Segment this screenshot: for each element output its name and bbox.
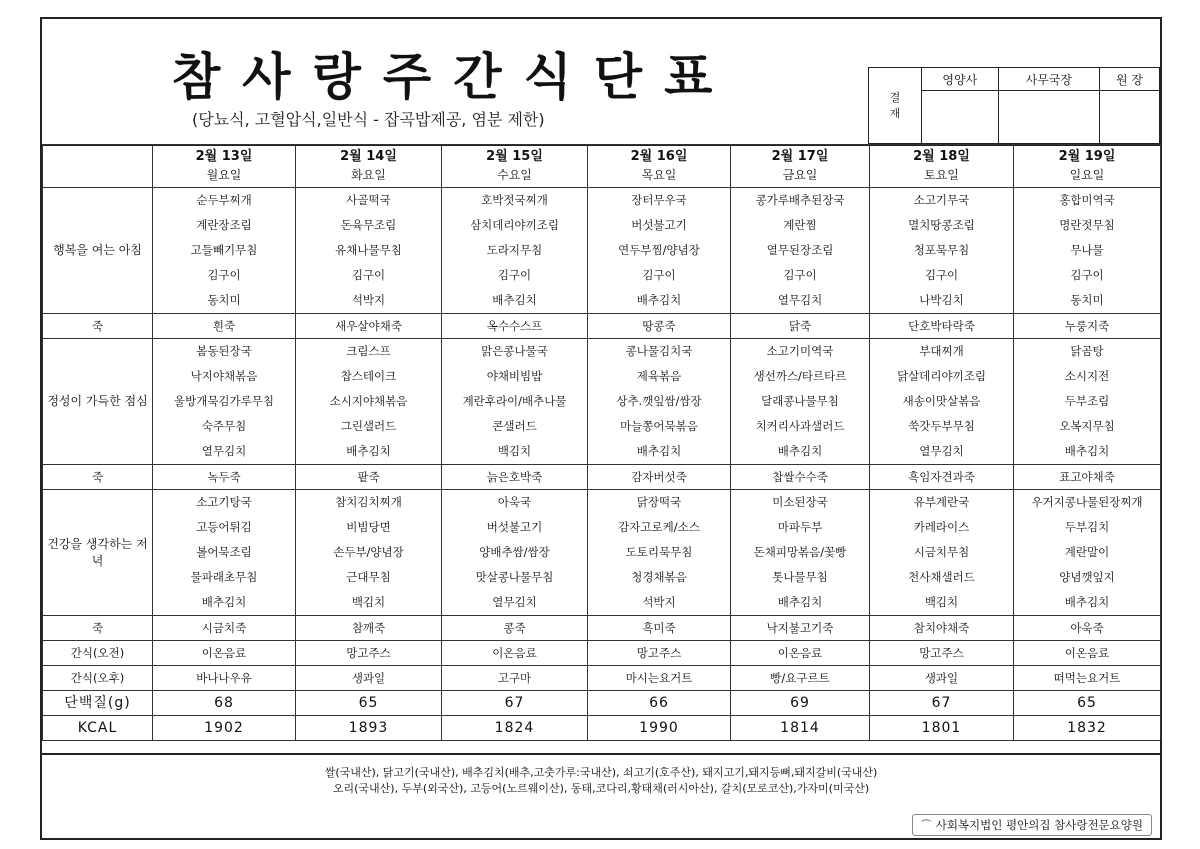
porridge-item: 찹쌀수수죽 [731,465,870,490]
snack-item: 떠먹는요거트 [1014,666,1161,691]
kcal-label: KCAL [43,716,153,741]
menu-item: 김구이 [642,268,676,282]
porridge-item: 닭죽 [731,314,870,339]
menu-item: 버섯불고기 [631,218,687,232]
day-header [731,145,870,188]
dinner-cell [153,490,296,616]
snack-am-row [43,641,1161,666]
menu-item: 양념깻잎지 [1059,570,1115,584]
menu-item: 시금치무침 [913,545,970,559]
snack-pm-row [43,666,1161,691]
menu-item: 생선까스/타르타르 [753,369,847,383]
menu-item: 버섯불고기 [486,520,543,534]
menu-item: 김구이 [1070,268,1104,282]
kcal-value: 1801 [870,716,1014,741]
organization-label [912,814,1152,836]
lunch-cell [588,339,731,465]
menu-item: 배추김치 [346,444,391,458]
porridge-item: 흑임자견과죽 [870,465,1014,490]
lunch-cell [1014,339,1161,465]
porridge-item: 팥죽 [296,465,442,490]
snack-item: 망고주스 [588,641,731,666]
menu-item: 멸치땅콩조림 [908,218,975,232]
porridge-item: 참치야채죽 [870,616,1014,641]
menu-item: 오복지무침 [1059,419,1115,433]
menu-item: 무나물 [1070,243,1104,257]
menu-item: 닭곰탕 [1070,344,1104,358]
snack-item: 망고주스 [296,641,442,666]
menu-item: 콩나물김치국 [625,344,693,358]
menu-item: 소고기미역국 [766,344,834,358]
snack-item: 이온음료 [1014,641,1161,666]
lunch-cell [296,339,442,465]
approval-label-2: 재 [889,106,901,120]
dinner-cell [870,490,1014,616]
breakfast-cell [1014,188,1161,314]
menu-item: 소고기무국 [913,193,970,207]
menu-item: 돈채피망볶음/꽃빵 [753,545,847,559]
day-weekday: 화요일 [351,168,386,182]
menu-item: 배추김치 [1064,595,1110,609]
origin-line-2: 오리(국내산), 두부(외국산), 고등어(노르웨이산), 동태,코다리,황태채(러시아산), 갈치(모로코산),가자미(미국산) [332,782,870,795]
sheet-footer [42,753,1160,842]
snack-item: 마시는요거트 [588,666,731,691]
day-header [153,145,296,188]
breakfast-row [43,188,1161,314]
kcal-value: 1893 [296,716,442,741]
protein-value: 69 [731,691,870,716]
menu-item: 계란찜 [783,218,817,232]
day-weekday: 수요일 [497,168,532,182]
menu-item: 동치미 [207,293,241,307]
approval-role-director: 원 장 [1100,68,1160,91]
approval-label [869,68,922,144]
menu-item: 맛살콩나물무침 [475,570,554,584]
porridge-item: 콩죽 [442,616,588,641]
porridge-item: 누룽지죽 [1014,314,1161,339]
breakfast-cell [731,188,870,314]
approval-box [868,67,1160,144]
menu-item: 닭살데리야끼조림 [897,369,986,383]
snack-am-label: 간식(오전) [43,641,153,666]
approval-label-1: 결 [889,90,901,104]
menu-item: 울방개묵김가루무침 [174,394,274,408]
dinner-row [43,490,1161,616]
snack-item: 이온음료 [153,641,296,666]
menu-item: 쑥갓두부무침 [908,419,975,433]
menu-item: 나박김치 [919,293,964,307]
kcal-value: 1824 [442,716,588,741]
date-header-row [43,145,1161,188]
day-header [296,145,442,188]
menu-item: 아욱국 [497,495,532,509]
dinner-cell [731,490,870,616]
menu-item: 청포묵무침 [913,243,970,257]
page-title: 참사랑주간식단표 [172,48,735,106]
menu-item: 호박젓국찌개 [481,193,548,207]
menu-item: 소시지야채볶음 [329,394,408,408]
menu-item: 순두부찌개 [196,193,252,207]
dinner-cell [1014,490,1161,616]
snack-item: 생과일 [870,666,1014,691]
lunch-cell [153,339,296,465]
dinner-porridge-label: 죽 [43,616,153,641]
menu-item: 참치김치찌개 [335,495,402,509]
menu-item: 근대무침 [346,570,391,584]
day-date: 2월 13일 [195,149,253,164]
menu-item: 제육볶음 [636,369,682,383]
day-weekday: 목요일 [641,168,677,182]
menu-item: 콘샐러드 [492,419,537,433]
day-date: 2월 19일 [1058,149,1116,164]
menu-item: 백김치 [497,444,532,458]
menu-item: 백김치 [924,595,959,609]
menu-item: 배추김치 [777,595,823,609]
day-weekday: 월요일 [206,168,242,182]
menu-item: 배추김치 [492,293,537,307]
breakfast-porridge-row [43,314,1161,339]
approval-sign-secretary[interactable] [998,91,1099,144]
menu-item: 치커리사과샐러드 [755,419,845,433]
menu-item: 배추김치 [777,444,823,458]
menu-item: 유채나물무침 [335,243,402,257]
lunch-porridge-label: 죽 [43,465,153,490]
lunch-cell [870,339,1014,465]
porridge-item: 참깨죽 [296,616,442,641]
lunch-porridge-row [43,465,1161,490]
porridge-item: 흑미죽 [588,616,731,641]
menu-item: 열무된장조림 [766,243,834,257]
approval-sign-director[interactable] [1100,91,1160,144]
porridge-item: 흰죽 [153,314,296,339]
menu-item: 동치미 [1070,293,1104,307]
dinner-cell [588,490,731,616]
day-header [870,145,1014,188]
porridge-item: 새우살야채죽 [296,314,442,339]
porridge-item: 땅콩죽 [588,314,731,339]
date-header-corner [43,145,153,188]
menu-item: 찹스테이크 [340,369,397,383]
day-date: 2월 15일 [486,149,543,164]
menu-item: 크림스프 [346,344,391,358]
menu-item: 연두부찜/양념장 [618,243,700,257]
porridge-item: 늙은호박죽 [442,465,588,490]
menu-item: 볼어묵조림 [196,545,252,559]
protein-value: 68 [153,691,296,716]
menu-item: 천사채샐러드 [908,570,975,584]
menu-item: 우거지콩나물된장찌개 [1031,495,1143,509]
origin-info [42,765,1160,797]
menu-item: 김구이 [351,268,386,282]
snack-item: 고구마 [442,666,588,691]
lunch-label: 정성이 가득한 점심 [43,339,153,465]
menu-table [42,144,1161,741]
lunch-row [43,339,1161,465]
menu-item: 마늘쫑어묵볶음 [620,419,698,433]
origin-line-1: 쌀(국내산), 닭고기(국내산), 배추김치(배추,고춧가루:국내산), 쇠고기(호주산), 돼지고기,돼지등뼈,돼지갈비(국내산) [324,766,878,779]
menu-item: 달래콩나물무침 [761,394,839,408]
menu-item: 두부김치 [1064,520,1110,534]
menu-item: 유부계란국 [913,495,970,509]
snack-item: 바나나우유 [153,666,296,691]
menu-item: 열무김치 [777,293,823,307]
menu-item: 소시지전 [1064,369,1110,383]
protein-label: 단백질(g) [43,691,153,716]
dinner-porridge-row [43,616,1161,641]
page-subtitle: (당뇨식, 고혈압식,일반식 - 잡곡밥제공, 염분 제한) [192,110,545,129]
menu-item: 미소된장국 [772,495,828,509]
day-weekday: 금요일 [782,168,818,182]
menu-item: 계란장조림 [196,218,252,232]
menu-item: 새송이맛살볶음 [902,394,981,408]
approval-role-nutritionist: 영양사 [922,68,999,91]
approval-sign-nutritionist[interactable] [922,91,999,144]
menu-item: 배추김치 [636,293,682,307]
menu-item: 배추김치 [201,595,247,609]
menu-item: 청경채볶음 [631,570,687,584]
menu-item: 열무김치 [492,595,537,609]
menu-item: 손두부/양념장 [333,545,404,559]
menu-item: 야채비빔밥 [486,369,543,383]
protein-value: 66 [588,691,731,716]
menu-item: 콩가루배추된장국 [755,193,845,207]
porridge-item: 옥수수스프 [442,314,588,339]
menu-item: 부대찌개 [919,344,964,358]
day-header [442,145,588,188]
menu-item: 계란후라이/배추나물 [462,394,567,408]
breakfast-label: 행복을 여는 아침 [43,188,153,314]
breakfast-cell [442,188,588,314]
menu-item: 양배추쌈/쌈장 [479,545,550,559]
menu-item: 김구이 [207,268,241,282]
menu-item: 낙지야채볶음 [190,369,258,383]
menu-item: 도라지무침 [486,243,543,257]
day-header [1014,145,1161,188]
dinner-cell [296,490,442,616]
dinner-cell [442,490,588,616]
approval-role-secretary: 사무국장 [998,68,1099,91]
porridge-item: 표고야채죽 [1014,465,1161,490]
sheet-header [42,19,1160,146]
day-date: 2월 14일 [340,149,397,164]
menu-item: 장터무우국 [631,193,687,207]
menu-item: 소고기탕국 [196,495,252,509]
menu-item: 물파래초무침 [190,570,258,584]
day-date: 2월 17일 [771,149,829,164]
menu-item: 열무김치 [919,444,964,458]
protein-value: 67 [870,691,1014,716]
menu-item: 도토리묵무침 [625,545,693,559]
menu-item: 고들빼기무침 [190,243,258,257]
day-weekday: 토요일 [924,168,959,182]
snack-item: 망고주스 [870,641,1014,666]
breakfast-cell [870,188,1014,314]
organization-logo-icon: ⌒ [920,819,932,832]
menu-item: 두부조림 [1064,394,1110,408]
menu-item: 열무김치 [201,444,247,458]
kcal-value: 1902 [153,716,296,741]
snack-item: 이온음료 [731,641,870,666]
day-header [588,145,731,188]
snack-item: 이온음료 [442,641,588,666]
menu-item: 돈육무조림 [340,218,397,232]
day-date: 2월 16일 [630,149,688,164]
organization-name: 사회복지법인 평안의집 참사랑전문요양원 [935,818,1143,832]
menu-item: 김구이 [924,268,959,282]
kcal-row [43,716,1161,741]
menu-sheet [40,17,1162,840]
menu-item: 숙주무침 [201,419,247,433]
menu-item: 봄동된장국 [196,344,252,358]
protein-value: 67 [442,691,588,716]
menu-item: 석박지 [351,293,386,307]
menu-item: 배추김치 [636,444,682,458]
porridge-item: 아욱죽 [1014,616,1161,641]
breakfast-cell [296,188,442,314]
protein-value: 65 [296,691,442,716]
protein-row [43,691,1161,716]
day-date: 2월 18일 [913,149,970,164]
menu-item: 닭장떡국 [636,495,682,509]
menu-item: 사골떡국 [346,193,391,207]
kcal-value: 1814 [731,716,870,741]
menu-item: 톳나물무침 [772,570,828,584]
snack-item: 빵/요구르트 [731,666,870,691]
menu-item: 상추.깻잎쌈/쌈장 [616,394,702,408]
menu-item: 카레라이스 [913,520,970,534]
menu-item: 삼치데리야끼조림 [470,218,559,232]
porridge-item: 감자버섯죽 [588,465,731,490]
porridge-item: 시금치죽 [153,616,296,641]
menu-item: 배추김치 [1064,444,1110,458]
menu-item: 맑은콩나물국 [481,344,548,358]
breakfast-cell [153,188,296,314]
menu-item: 감자고로케/소스 [618,520,700,534]
menu-item: 그린샐러드 [340,419,397,433]
breakfast-porridge-label: 죽 [43,314,153,339]
menu-item: 김구이 [497,268,532,282]
lunch-cell [442,339,588,465]
menu-item: 마파두부 [777,520,823,534]
kcal-value: 1990 [588,716,731,741]
porridge-item: 단호박타락죽 [870,314,1014,339]
menu-item: 명란젓무침 [1059,218,1115,232]
menu-item: 고등어튀김 [196,520,252,534]
menu-item: 비빔당면 [346,520,391,534]
kcal-value: 1832 [1014,716,1161,741]
day-weekday: 일요일 [1069,168,1105,182]
dinner-label: 건강을 생각하는 저녁 [43,490,153,616]
breakfast-cell [588,188,731,314]
menu-item: 김구이 [783,268,817,282]
protein-value: 65 [1014,691,1161,716]
menu-item: 석박지 [642,595,676,609]
menu-item: 백김치 [351,595,386,609]
menu-item: 계란말이 [1064,545,1110,559]
porridge-item: 녹두죽 [153,465,296,490]
menu-item: 홍합미역국 [1059,193,1115,207]
porridge-item: 낙지불고기죽 [731,616,870,641]
snack-pm-label: 간식(오후) [43,666,153,691]
lunch-cell [731,339,870,465]
snack-item: 생과일 [296,666,442,691]
